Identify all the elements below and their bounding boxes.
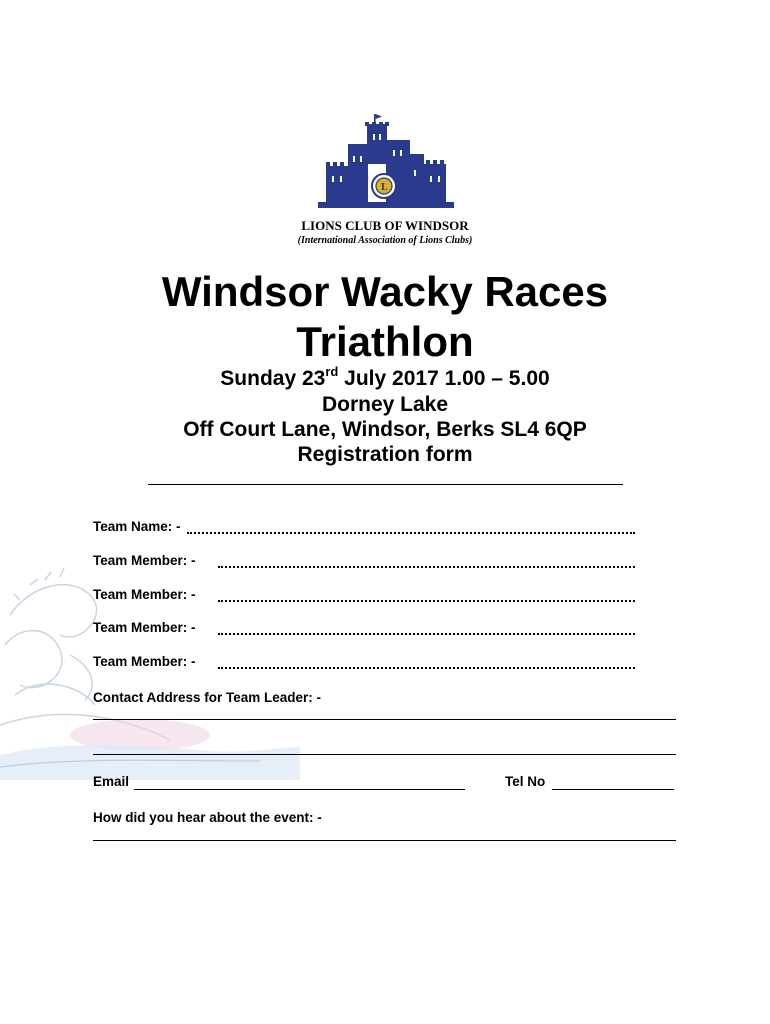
tel-label: Tel No <box>505 774 546 789</box>
team-member-1-label: Team Member: - <box>93 553 196 568</box>
event-title-line2: Triathlon <box>296 318 474 365</box>
email-field[interactable] <box>134 789 465 790</box>
team-member-3-label: Team Member: - <box>93 620 196 635</box>
team-member-1-field[interactable] <box>218 566 635 568</box>
header-divider <box>148 484 623 485</box>
date-rest: July 2017 1.00 – 5.00 <box>338 367 550 390</box>
contact-address-label: Contact Address for Team Leader: - <box>93 690 322 705</box>
form-title: Registration form <box>297 443 473 466</box>
date-ordinal: rd <box>325 364 339 379</box>
contact-address-line-2[interactable] <box>93 754 676 755</box>
event-venue: Dorney Lake <box>321 393 449 416</box>
hear-about-field[interactable] <box>93 840 676 841</box>
org-subtitle: (International Association of Lions Clubs) <box>297 235 473 246</box>
event-title: Windsor Wacky Races <box>161 268 609 315</box>
team-name-field[interactable] <box>187 532 635 534</box>
org-name: LIONS CLUB OF WINDSOR <box>301 218 469 233</box>
svg-text:L: L <box>380 183 388 193</box>
team-name-label: Team Name: - <box>93 519 181 534</box>
hear-about-label: How did you hear about the event: - <box>93 810 322 825</box>
contact-address-line-1[interactable] <box>93 719 676 720</box>
email-label: Email <box>93 774 130 789</box>
team-member-4-field[interactable] <box>218 667 635 669</box>
team-member-3-field[interactable] <box>218 633 635 635</box>
date-prefix: Sunday 23 <box>220 367 326 390</box>
team-member-2-field[interactable] <box>218 600 635 602</box>
tel-field[interactable] <box>552 789 674 790</box>
team-member-2-label: Team Member: - <box>93 587 196 602</box>
windsor-castle-logo <box>318 104 458 212</box>
event-address: Off Court Lane, Windsor, Berks SL4 6QP <box>183 418 587 441</box>
event-date <box>0 366 770 391</box>
team-member-4-label: Team Member: - <box>93 654 196 669</box>
